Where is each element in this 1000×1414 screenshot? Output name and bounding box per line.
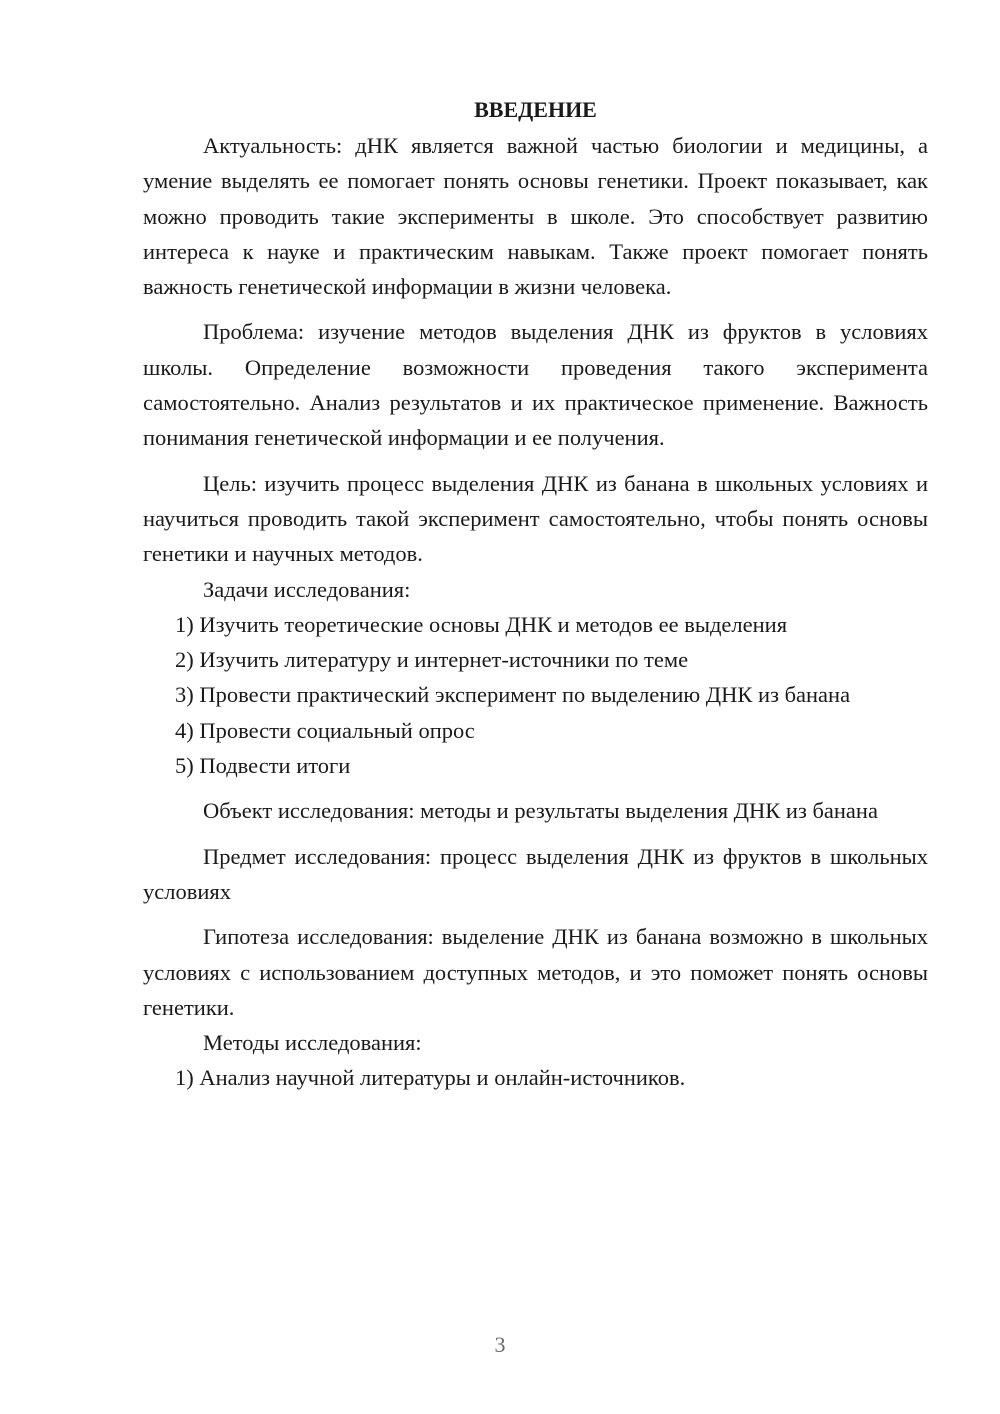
task-item-5: 5) Подвести итоги: [175, 753, 351, 779]
page-title: ВВЕДЕНИЕ: [474, 97, 597, 122]
task-item-1: 1) Изучить теоретические основы ДНК и методов ее выделения: [175, 611, 788, 637]
relevance-paragraph: Актуальность: дНК является важной частью биологии и медицины, а умение выделять ее помогает понять основы генетики. Проект показывает, как можно проводить такие эксперименты в школе. Это способствует развитию интереса к науке и практическим навыкам. Также проект помогает понять важность генетической информации в жизни человека.: [143, 133, 928, 300]
method-item-1: 1) Анализ научной литературы и онлайн-источников.: [175, 1065, 686, 1091]
task-item-4: 4) Провести социальный опрос: [175, 717, 475, 743]
document-page: [143, 92, 928, 1096]
task-item-3: 3) Провести практический эксперимент по выделению ДНК из банана: [175, 682, 851, 708]
methods-heading: Методы исследования:: [203, 1030, 422, 1056]
task-item-2: 2) Изучить литературу и интернет-источники по теме: [175, 647, 689, 673]
goal-paragraph: Цель: изучить процесс выделения ДНК из банана в школьных условиях и научиться проводить такой эксперимент самостоятельно, чтобы понять основы генетики и научных методов.: [143, 470, 928, 567]
page-number: 3: [494, 1332, 506, 1357]
hypothesis-paragraph: Гипотеза исследования: выделение ДНК из банана возможно в школьных условиях с использованием доступных методов, и это поможет понять основы генетики.: [143, 924, 928, 1020]
object-paragraph: Объект исследования: методы и результаты выделения ДНК из банана: [203, 798, 878, 824]
tasks-heading: Задачи исследования:: [203, 576, 411, 602]
subject-paragraph: Предмет исследования: процесс выделения ДНК из фруктов в школьных условиях: [143, 843, 928, 904]
problem-paragraph: Проблема: изучение методов выделения ДНК из фруктов в условиях школы. Определение возможности проведения такого эксперимента самостоятельно. Анализ результатов и их практическое применение. Важность понимания генетической информации и ее получения.: [143, 319, 928, 451]
